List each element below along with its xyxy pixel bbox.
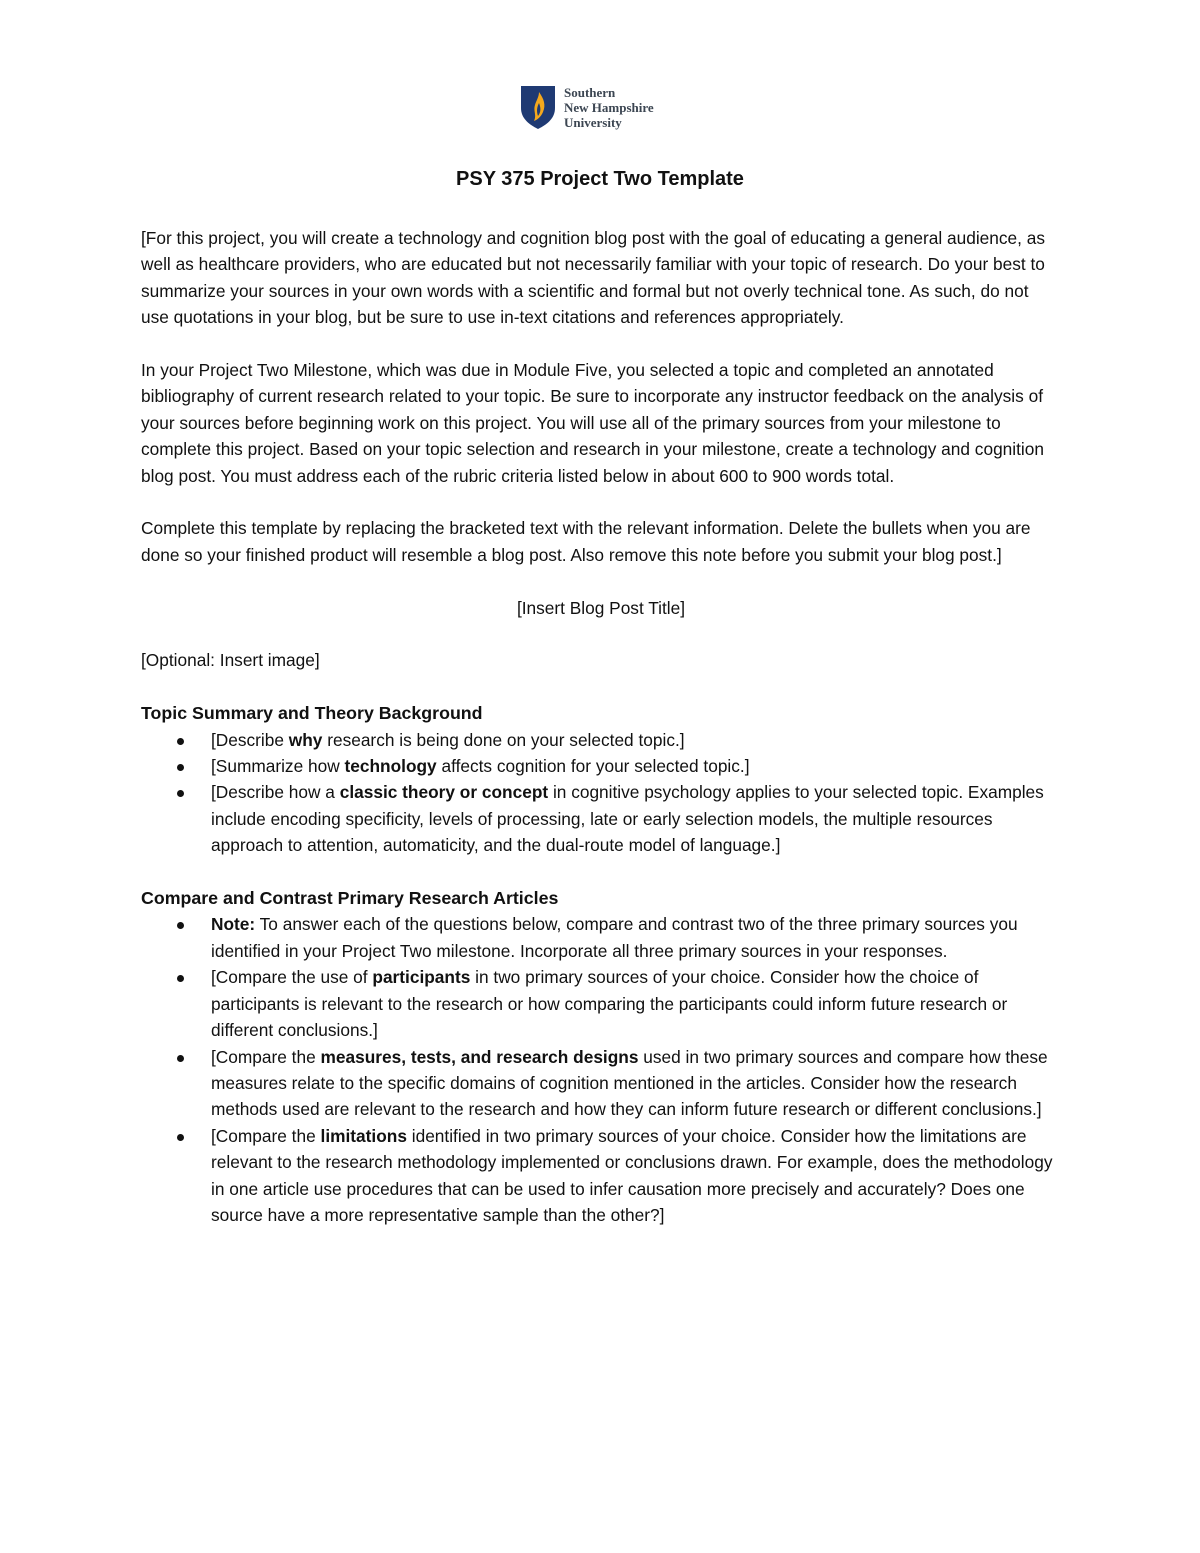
shield-flame-icon: [520, 84, 556, 130]
list-item-text: [Compare the use of: [211, 967, 373, 988]
list-item-emphasis: classic theory or concept: [339, 782, 549, 803]
intro-paragraph-2: In your Project Two Milestone, which was due in Module Five, you selected a topic and completed an annotated bibliography of current research related to your topic. Be sure to incorporate any instructor feedback on the analysis of your sources before beginning work on this project. You will use all of the primary sources from your milestone to complete this project. Based on your topic selection and research in your milestone, create a technology and cognition blog post. You must address each of the rubric criteria listed below in about 600 to 900 words total.: [141, 360, 1044, 486]
list-item: [141, 779, 1061, 858]
list-item-emphasis: Note:: [211, 914, 256, 935]
document-title: PSY 375 Project Two Template: [456, 168, 744, 190]
section-heading-compare-contrast: Compare and Contrast Primary Research Articles: [141, 888, 559, 909]
compare-contrast-list: [141, 911, 1061, 1228]
list-item-emphasis: why: [288, 729, 323, 750]
list-item-text: [Compare the: [211, 1046, 321, 1067]
bullet-icon: [177, 1134, 184, 1141]
bullet-icon: [177, 975, 184, 982]
list-item-text: research is being done on your selected topic.]: [322, 729, 685, 750]
list-item-text: To answer each of the questions below, compare and contrast two of the three primary sources you identified in your Project Two milestone. Incorporate all three primary sources in your responses.: [211, 914, 1018, 961]
list-item: [141, 911, 1061, 964]
list-item: [141, 727, 1061, 753]
list-item: [141, 753, 1061, 779]
bullet-icon: [177, 790, 184, 797]
list-item-emphasis: participants: [372, 967, 471, 988]
bullet-icon: [177, 738, 184, 745]
list-item-text: [Describe how a: [211, 782, 340, 803]
list-item-text: used in two primary sources and compare how these measures relate to the specific domains of cognition mentioned in the articles. Consider how the research methods used are relevant to the research and how they can inform future research or different conclusions.]: [211, 1046, 1048, 1120]
intro-paragraph-3: Complete this template by replacing the bracketed text with the relevant information. Delete the bullets when you are done so your finished product will resemble a blog post. Also remove this note before you submit your blog post.]: [141, 518, 1031, 565]
list-item-text: identified in two primary sources of your choice. Consider how the limitations are relevant to the research methodology implemented or conclusions drawn. For example, does the methodology in one article use procedures that can be used to infer causation more precisely and accurately? Does one source have a more representative sample than the other?]: [211, 1125, 1053, 1225]
list-item-text: in two primary sources of your choice. Consider how the choice of participants is relevant to the research or how comparing the participants could inform future research or different conclusions.]: [211, 967, 1008, 1041]
logo-line-2: New Hampshire: [564, 100, 654, 115]
list-item-emphasis: technology: [344, 756, 437, 777]
list-item: [141, 1123, 1061, 1229]
section-heading-topic-summary: Topic Summary and Theory Background: [141, 703, 483, 724]
image-placeholder: [Optional: Insert image]: [141, 650, 320, 671]
list-item-text: [Summarize how: [211, 756, 345, 777]
bullet-icon: [177, 922, 184, 929]
list-item: [141, 1044, 1061, 1123]
blog-title-placeholder: [Insert Blog Post Title]: [516, 597, 686, 618]
list-item-text: [Describe: [211, 729, 289, 750]
intro-paragraph-1: [For this project, you will create a technology and cognition blog post with the goal of educating a general audience, as well as healthcare providers, who are educated but not necessarily familiar with your topic of research. Do your best to summarize your sources in your own words with a scientific and formal but not overly technical tone. As such, do not use quotations in your blog, but be sure to use in-text citations and references appropriately.: [141, 228, 1045, 328]
document-body: [141, 225, 1061, 1255]
university-logo: [520, 84, 690, 132]
list-item-text: in cognitive psychology applies to your selected topic. Examples include encoding specificity, levels of processing, late or early selection models, the multiple resources approach to attention, automaticity, and the dual-route model of language.]: [211, 782, 1044, 856]
topic-summary-list: [141, 727, 1061, 859]
list-item-text: affects cognition for your selected topic.]: [436, 756, 750, 777]
logo-line-3: University: [564, 115, 622, 130]
logo-line-1: Southern: [564, 85, 616, 100]
logo-wordmark: [564, 85, 654, 130]
list-item-emphasis: measures, tests, and research designs: [320, 1046, 639, 1067]
list-item-emphasis: limitations: [320, 1125, 407, 1146]
list-item: [141, 964, 1061, 1043]
bullet-icon: [177, 764, 184, 771]
bullet-icon: [177, 1055, 184, 1062]
list-item-text: [Compare the: [211, 1125, 321, 1146]
